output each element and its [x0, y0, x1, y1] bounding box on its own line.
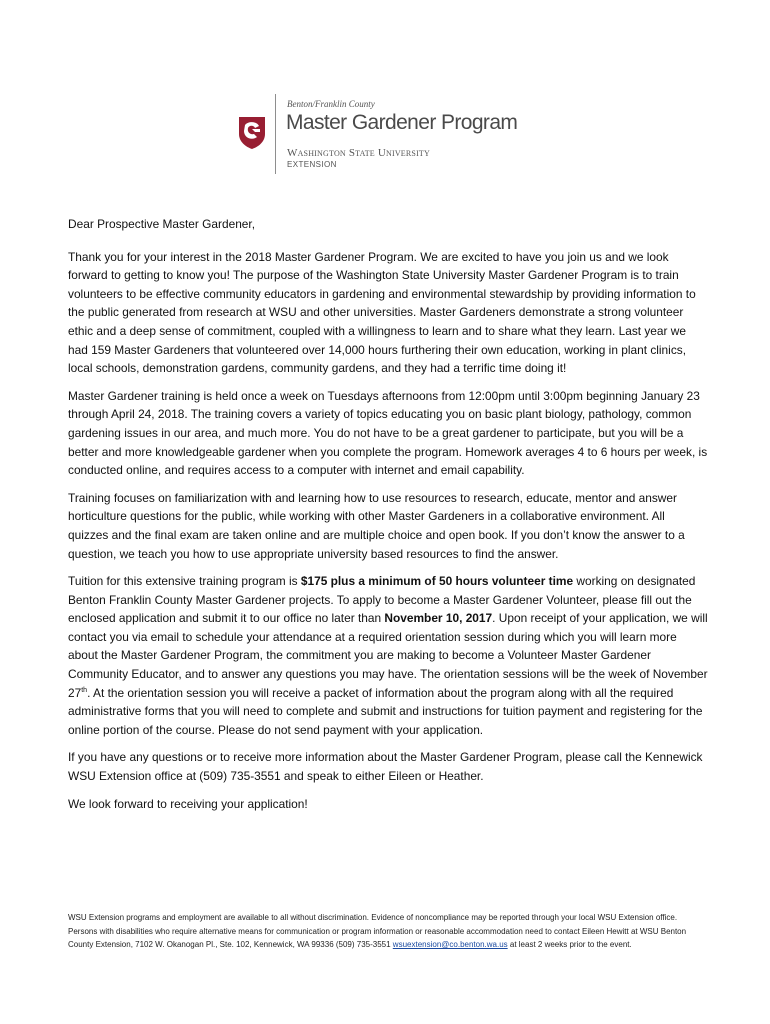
nondiscrimination-footer	[68, 911, 708, 952]
footer-tail: at least 2 weeks prior to the event.	[507, 940, 632, 949]
ordinal-suffix: th	[81, 686, 88, 694]
closing: We look forward to receiving your application!	[68, 796, 308, 811]
letterhead	[236, 94, 556, 176]
tuition-amount: $175 plus a minimum of 50 hours volunteer time	[300, 574, 574, 589]
program-title: Master Gardener Program	[286, 111, 518, 134]
paragraph-intro: Thank you for your interest in the 2018 Master Gardener Program. We are excited to have you join us and we look forward to getting to know you! The purpose of the Washington State University Master Gardener Program is to train volunteers to be effective community educators in gardening and environmental stewardship by providing information to the public generated from research at WSU and other universities. Master Gardeners demonstrate a strong volunteer ethic and a deep sense of commitment, coupled with a willingness to learn and to share what they learn. Last year we had 159 Master Gardeners that volunteered over 14,000 hours furthering their own education, working in plant clinics, local schools, demonstration gardens, community gardens, and they had a terrific time doing it!	[68, 249, 696, 376]
extension-email-link[interactable]: wsuextension@co.benton.wa.us	[392, 940, 508, 949]
tuition-text-e: . Upon receipt of your application, we will contact you via email to schedule your attendance at a required orientation session during which you will learn more about the Master Gardener Program, the commitment you are making to become a Volunteer Master Gardener Community Educator, and to answer any questions you may have. The orientation sessions will be the week of November 27	[68, 611, 708, 700]
extension-label: EXTENSION	[287, 160, 337, 169]
tuition-text-a: Tuition for this extensive training program is	[68, 574, 301, 589]
wsu-cougar-seal-icon	[238, 116, 266, 150]
paragraph-training-schedule: Master Gardener training is held once a week on Tuesdays afternoons from 12:00pm until 3:00pm beginning January 23 through April 24, 2018. The training covers a variety of topics educating you on basic plant biology, pathology, common gardening issues in our area, and much more. You do not have to be a great gardener to participate, but you will be a better and more knowledgeable gardener when you complete the program. Homework averages 4 to 6 hours per week, is conducted online, and requires access to a computer with internet and email capability.	[68, 388, 708, 478]
greeting: Dear Prospective Master Gardener,	[68, 217, 256, 231]
paragraph-tuition	[68, 572, 708, 739]
paragraph-contact: If you have any questions or to receive more information about the Master Gardener Program, please call the Kennewick WSU Extension office at (509) 735-3551 and speak to either Eileen or Heather.	[68, 750, 703, 784]
county-name: Benton/Franklin County	[287, 99, 375, 109]
letter-body	[68, 215, 708, 822]
footer-text: WSU Extension programs and employment are available to all without discrimination. Evidence of noncompliance may be reported through your local WSU Extension office. Persons with disabilities who require alternative means for communication or program information or reasonable accommodation need to contact Eileen Hewitt at WSU Benton County Extension, 7102 W. Okanogan Pl., Ste. 102, Kennewick, WA 99336 (509) 735-3551	[68, 913, 687, 949]
tuition-text-c: working on designated Benton Franklin County Master Gardener projects. To apply to become a Master Gardener Volunteer, please fill out the enclosed application and submit it to our office no later than	[68, 574, 696, 626]
application-deadline: November 10, 2017	[384, 611, 493, 626]
paragraph-training-focus: Training focuses on familiarization with and learning how to use resources to research, educate, mentor and answer horticulture questions for the public, while working with other Master Gardeners in a collaborative environment. All quizzes and the final exam are taken online and are multiple choice and open book. If you don’t know the answer to a question, we teach you how to use appropriate university based resources to find the answer.	[68, 490, 685, 561]
letterhead-divider	[275, 94, 276, 174]
university-name: Washington State University	[287, 147, 430, 159]
tuition-text-f: . At the orientation session you will receive a packet of information about the program along with all the required administrative forms that you will need to complete and submit and instructions for tuition payment and registering for the online portion of the course. Please do not send payment with your application.	[68, 685, 703, 737]
